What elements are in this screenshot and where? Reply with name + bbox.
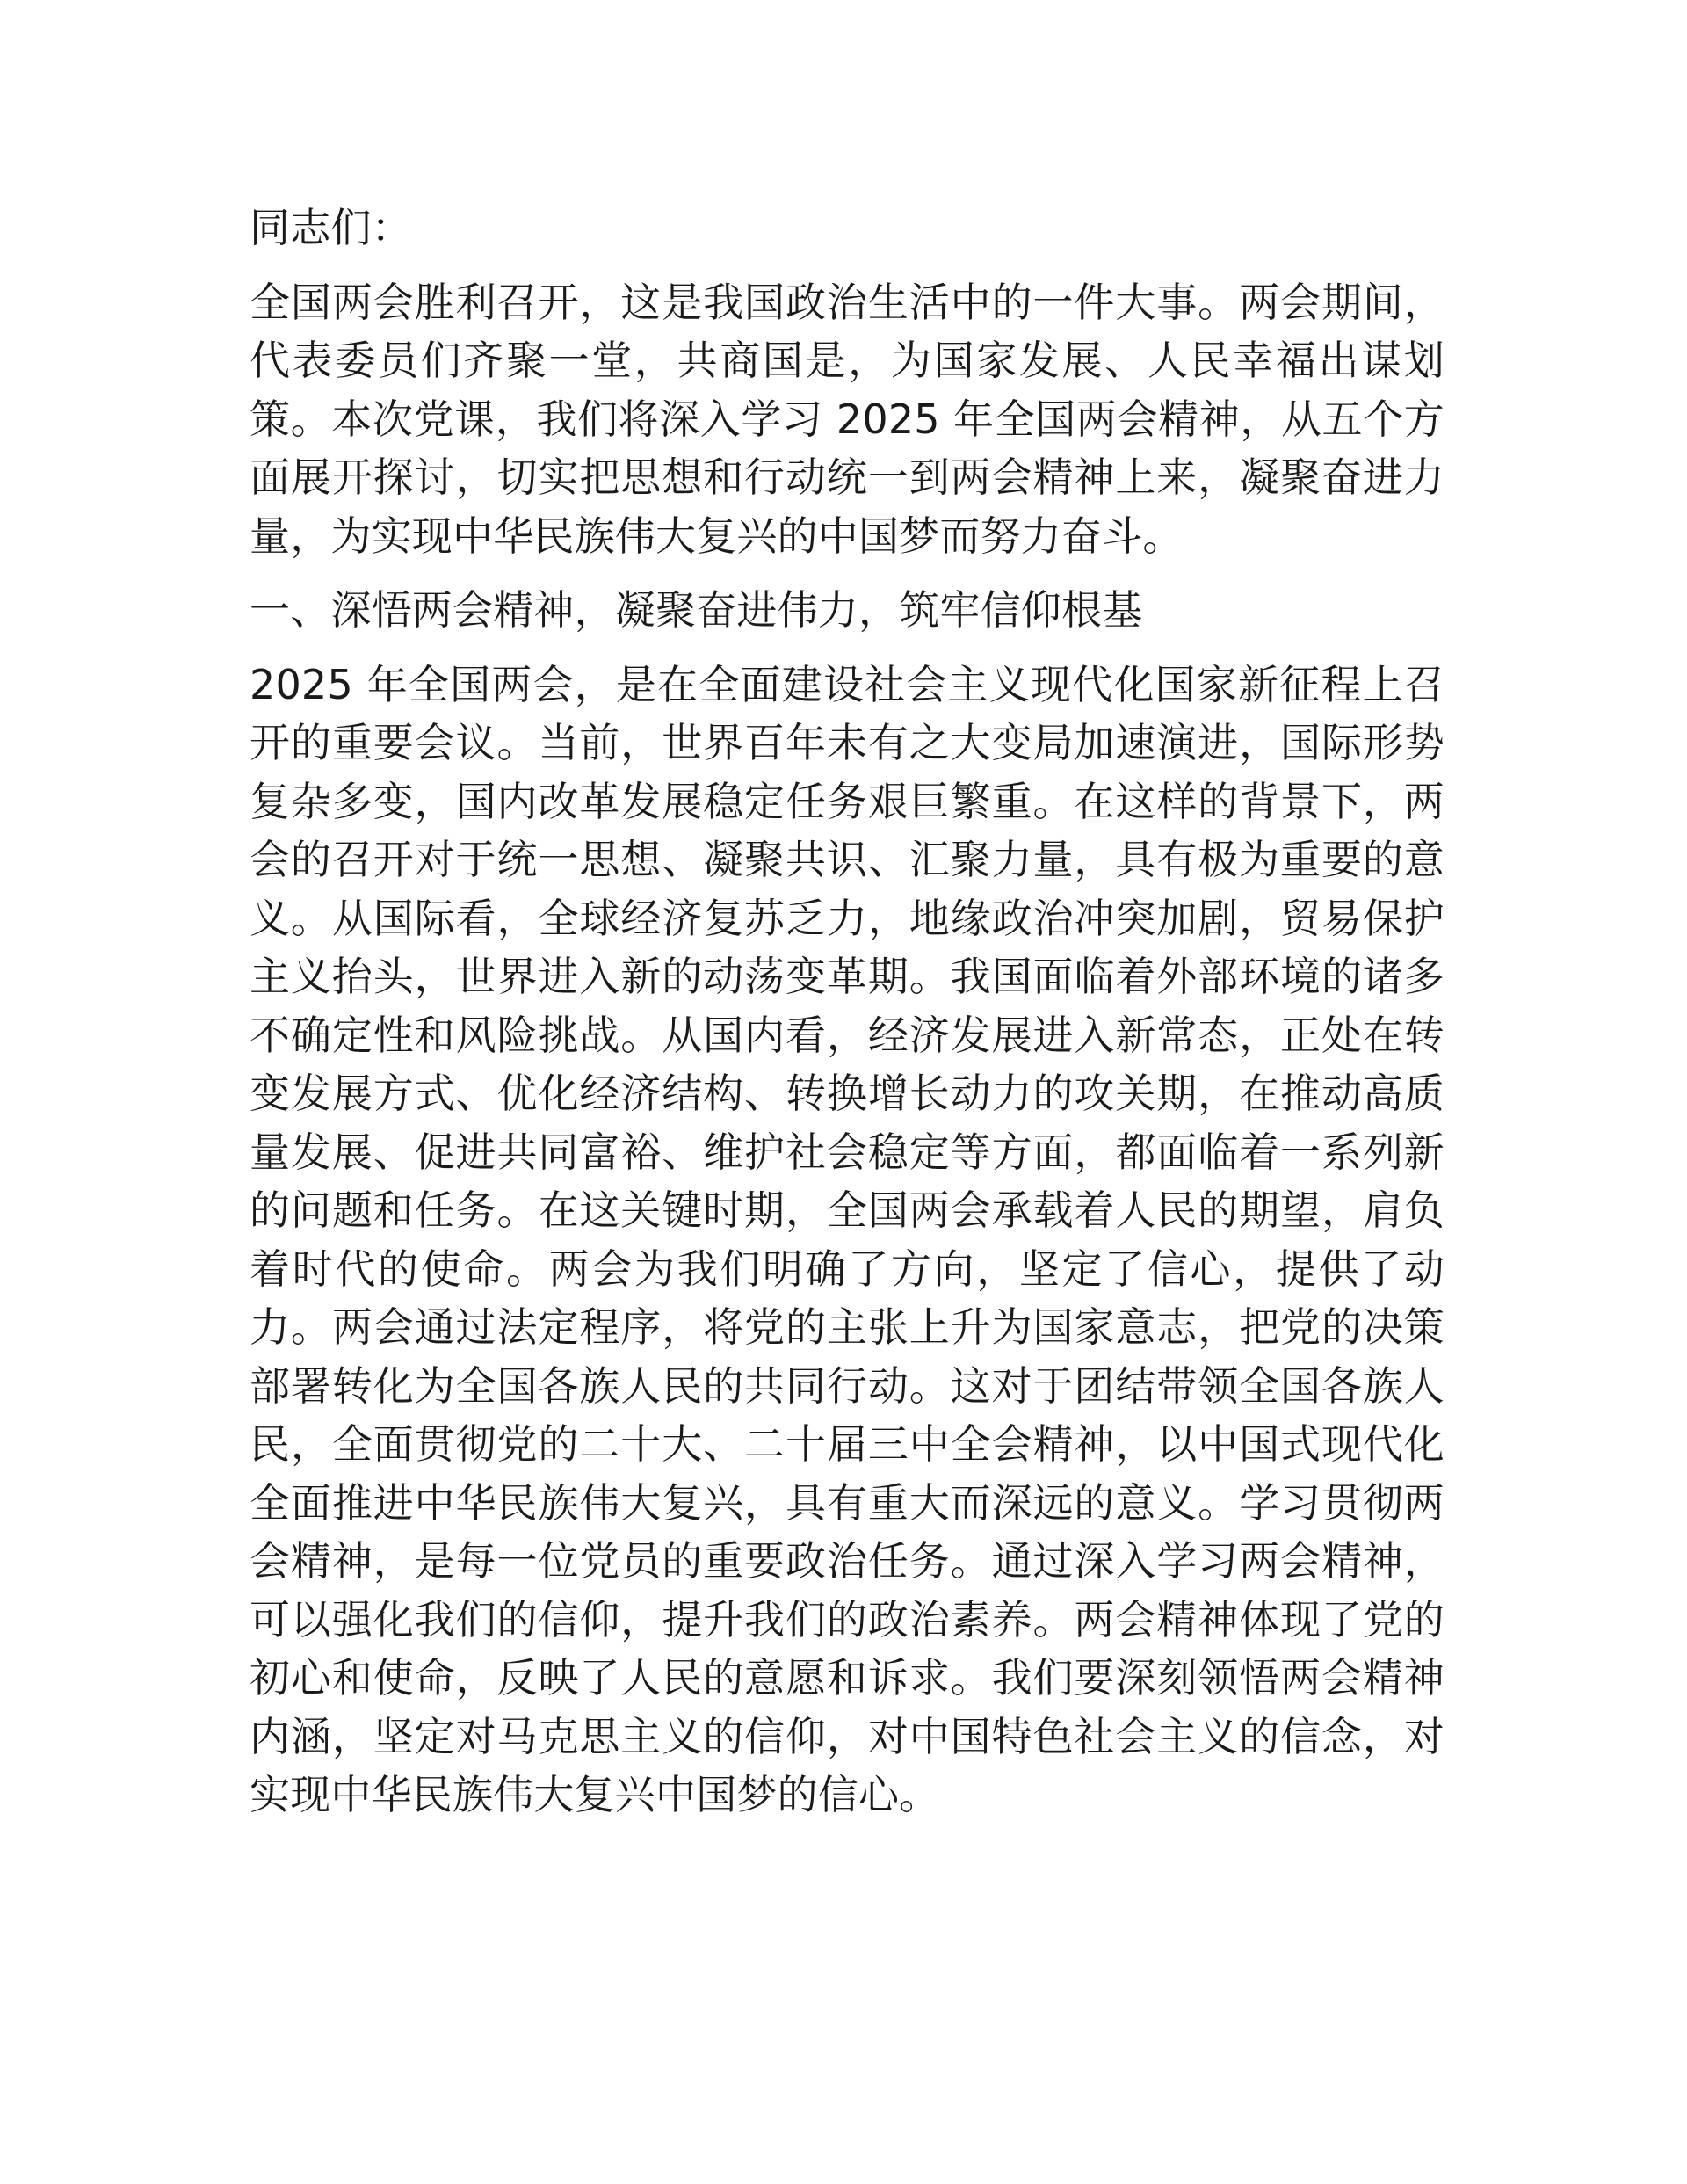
section-1-body: 2025 年全国两会，是在全面建设社会主义现代化国家新征程上召开的重要会议。当前，世界百年未有之大变局加速演进，国际形势复杂多变，国内改革发展稳定任务艰巨繁重。在这样的背景下，两会的召开对于统一思想、凝聚共识、汇聚力量，具有极为重要的意义。从国际看，全球经济复苏乏力，地缘政治冲突加剧，贸易保护主义抬头，世界进入新的动荡变革期。我国面临着外部环境的诸多不确定性和风险挑战。从国内看，经济发展进入新常态，正处在转变发展方式、优化经济结构、转换增长动力的攻关期，在推动高质量发展、促进共同富裕、维护社会稳定等方面，都面临着一系列新的问题和任务。在这关键时期，全国两会承载着人民的期望，肩负着时代的使命。两会为我们明确了方向，坚定了信心，提供了动力。两会通过法定程序，将党的主张上升为国家意志，把党的决策部署转化为全国各族人民的共同行动。这对于团结带领全国各族人民，全面贯彻党的二十大、二十届三中全会精神，以中国式现代化全面推进中华民族伟大复兴，具有重大而深远的意义。学习贯彻两会精神，是每一位党员的重要政治任务。通过深入学习两会精神，可以强化我们的信仰，提升我们的政治素养。两会精神体现了党的初心和使命，反映了人民的意愿和诉求。我们要深刻领悟两会精神内涵，坚定对马克思主义的信仰，对中国特色社会主义的信念，对实现中华民族伟大复兴中国梦的信心。 xyxy=(250,660,1444,1818)
salutation: 同志们： xyxy=(250,204,412,251)
document-body xyxy=(250,199,1444,1825)
intro-paragraph: 全国两会胜利召开，这是我国政治生活中的一件大事。两会期间，代表委员们齐聚一堂，共商国是，为国家发展、人民幸福出谋划策。本次党课，我们将深入学习 2025 年全国两会精神，从五个方面展开探讨，切实把思想和行动统一到两会精神上来，凝聚奋进力量，为实现中华民族伟大复兴的中国梦而努力奋斗。 xyxy=(250,278,1444,560)
section-1-heading: 一、深悟两会精神，凝聚奋进伟力，筑牢信仰根基 xyxy=(250,586,1143,634)
